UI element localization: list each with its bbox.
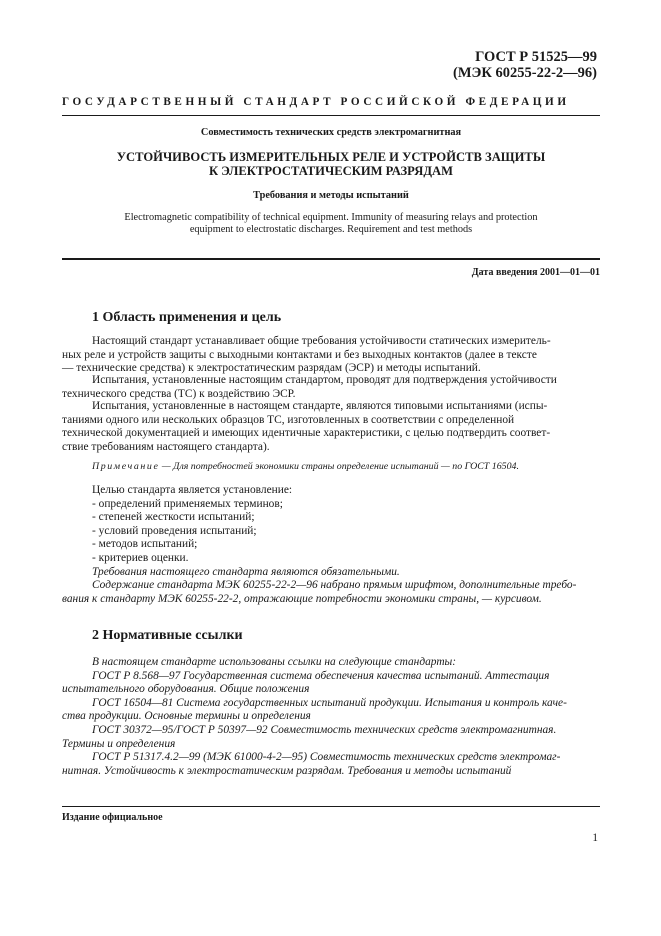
- document-title-line2: К ЭЛЕКТРОСТАТИЧЕСКИМ РАЗРЯДАМ: [209, 164, 453, 178]
- section-2-heading: 2 Нормативные ссылки: [92, 628, 243, 643]
- reference-item: нитная. Устойчивость к электростатическим разрядам. Требования и методы испытаний: [62, 764, 512, 777]
- text-line: Настоящий стандарт устанавливает общие требования устойчивости статических измеритель-: [92, 335, 551, 347]
- introduction-date: Дата введения 2001—01—01: [471, 267, 600, 278]
- paragraph-scope: [62, 335, 600, 376]
- paragraph-tests-purpose: [62, 374, 600, 401]
- document-subtitle: Требования и методы испытаний: [253, 190, 409, 201]
- section-1-heading: 1 Область применения и цель: [92, 310, 282, 325]
- references-list: [62, 656, 600, 778]
- iec-number: (МЭК 60255-22-2—96): [453, 65, 597, 81]
- reference-item: ГОСТ Р 51317.4.2—99 (МЭК 61000-4-2—95) Совместимость технических средств электромаг-: [92, 751, 561, 764]
- list-item: - методов испытаний;: [92, 538, 198, 551]
- text-line: таниями одного или нескольких образцов ТС, изготовленных в соответствии с определенной: [62, 413, 515, 426]
- goals-intro: Целью стандарта является установление:: [92, 484, 293, 496]
- english-title-line2: equipment to electrostatic discharges. Requirement and test methods: [189, 224, 473, 235]
- text-line: Испытания, установленные в настоящем стандарте, являются типовыми испытаниями (испы-: [92, 400, 548, 412]
- text-line: — технические средства) к электростатическим разрядам (ЭСР) и методы испытаний.: [62, 362, 481, 375]
- text-line: ных реле и устройств защиты с выходными контактами и без выходных контактов (далее в тексте: [62, 348, 537, 361]
- note-text: — Для потребностей экономики страны определение испытаний — по ГОСТ 16504.: [159, 461, 519, 472]
- list-item: - условий проведения испытаний;: [92, 524, 257, 537]
- text-line: Испытания, установленные настоящим стандартом, проводят для подтверждения устойчивости: [92, 374, 557, 386]
- header-divider: [62, 115, 600, 116]
- paragraph-type-tests: [62, 400, 600, 454]
- text-line: технического средства (ТС) к воздействию ЭСР.: [62, 387, 296, 400]
- reference-item: Термины и определения: [62, 737, 176, 750]
- references-intro: В настоящем стандарте использованы ссылки на следующие стандарты:: [92, 656, 457, 668]
- list-item: - критериев оценки.: [92, 551, 189, 564]
- reference-item: испытательного оборудования. Общие положения: [62, 683, 310, 696]
- english-title-line1: Electromagnetic compatibility of technical equipment. Immunity of measuring relays and protection: [124, 212, 538, 223]
- reference-item: ГОСТ 16504—81 Система государственных испытаний продукции. Испытания и контроль каче-: [92, 696, 567, 709]
- document-title-line1: УСТОЙЧИВОСТЬ ИЗМЕРИТЕЛЬНЫХ РЕЛЕ И УСТРОЙСТВ ЗАЩИТЫ: [116, 150, 546, 164]
- footer-divider: [62, 806, 600, 807]
- text-line: ствие требованиям настоящего стандарта).: [62, 440, 270, 453]
- reference-item: ГОСТ Р 8.568—97 Государственная система обеспечения качества испытаний. Аттестация: [92, 669, 550, 682]
- list-item: - степеней жесткости испытаний;: [92, 511, 255, 524]
- text-line: технической документацией и имеющих идентичные характеристики, с целью подтвердить соответ-: [62, 427, 551, 440]
- page-number: 1: [592, 832, 598, 844]
- text-line: Содержание стандарта МЭК 60255-22-2—96 набрано прямым шрифтом, дополнительные требо-: [92, 579, 577, 592]
- goals-list: [62, 484, 600, 606]
- title-divider: [62, 258, 600, 260]
- list-item: - определений применяемых терминов;: [92, 497, 283, 510]
- reference-item: ГОСТ 30372—95/ГОСТ Р 50397—92 Совместимость технических средств электромагнитная.: [92, 723, 557, 736]
- note-label: Примечание: [92, 461, 160, 472]
- note: [92, 461, 519, 472]
- reference-item: ства продукции. Основные термины и определения: [62, 710, 311, 723]
- text-line: вания к стандарту МЭК 60255-22-2, отражающие потребности экономики страны, — курсивом.: [62, 592, 542, 605]
- state-standard-heading: ГОСУДАРСТВЕННЫЙ СТАНДАРТ РОССИЙСКОЙ ФЕДЕРАЦИИ: [62, 96, 570, 108]
- official-edition-label: Издание официальное: [62, 812, 163, 823]
- standard-number: ГОСТ Р 51525—99: [475, 49, 597, 65]
- group-title: Совместимость технических средств электромагнитная: [200, 127, 462, 138]
- mandatory-statement: Требования настоящего стандарта являются обязательными.: [92, 565, 400, 578]
